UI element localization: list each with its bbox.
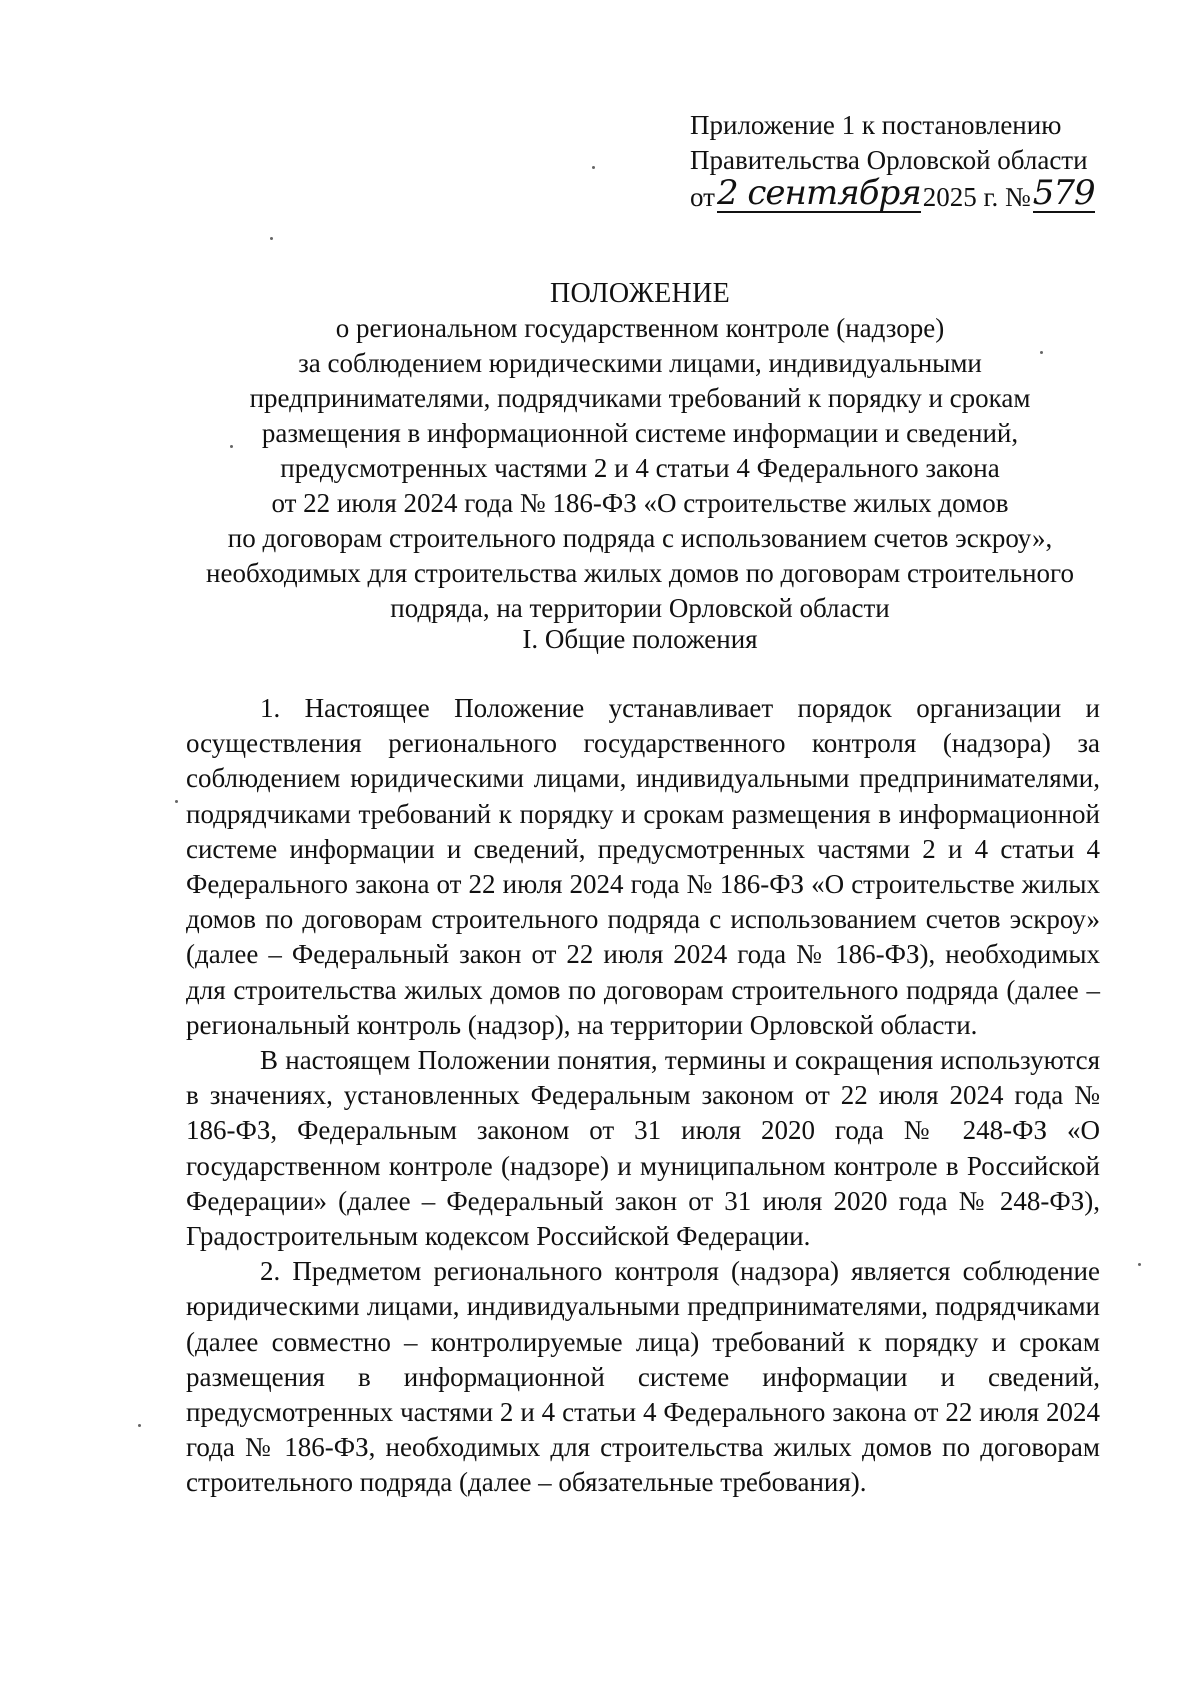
scan-speck xyxy=(175,800,178,803)
document-subtitle-line: от 22 июля 2024 года № 186-ФЗ «О строительстве жилых домов xyxy=(271,488,1009,518)
appendix-line-2: Правительства Орловской области xyxy=(690,145,1088,175)
scan-speck xyxy=(270,237,273,240)
scan-speck xyxy=(1138,1263,1141,1266)
section-heading: I. Общие положения xyxy=(522,624,758,654)
document-subtitle-line: размещения в информационной системе информации и сведений, xyxy=(261,418,1019,448)
resolution-date-line xyxy=(690,173,1110,215)
document-subtitle-line: по договорам строительного подряда с использованием счетов эскроу», xyxy=(227,523,1053,553)
handwritten-date: 2 сентября xyxy=(716,173,921,213)
year-and-number-label: 2025 г. № xyxy=(922,182,1031,212)
handwritten-resolution-number: 579 xyxy=(1032,173,1095,213)
scan-speck xyxy=(230,445,233,448)
scan-speck xyxy=(138,1424,141,1427)
scan-speck xyxy=(592,166,595,169)
document-title-block xyxy=(180,276,1100,626)
date-prefix: от xyxy=(690,182,715,212)
document-subtitle-line: подряда, на территории Орловской области xyxy=(390,593,890,623)
document-subtitle-line: за соблюдением юридическими лицами, индивидуальными xyxy=(298,348,982,378)
document-title: ПОЛОЖЕНИЕ xyxy=(550,278,730,309)
document-subtitle-line: необходимых для строительства жилых домов по договорам строительного xyxy=(206,558,1074,588)
appendix-line-1: Приложение 1 к постановлению xyxy=(690,110,1062,140)
document-body xyxy=(186,691,1100,1501)
document-subtitle-line: предусмотренных частями 2 и 4 статьи 4 Федерального закона xyxy=(280,453,1000,483)
paragraph-terms: В настоящем Положении понятия, термины и сокращения используются в значениях, установленных Федеральным законом от 22 июля 2024 года № 186-ФЗ, Федеральным законом от 31 июля 2020 года № 248-ФЗ «О государственном контроле (надзоре) и муниципальном контроле в Российской Федерации» (далее – Федеральный закон от 31 июля 2020 года № 248-ФЗ), Градостроительным кодексом Российской Федерации. xyxy=(186,1045,1100,1252)
document-subtitle-line: предпринимателями, подрядчиками требований к порядку и срокам xyxy=(249,383,1031,413)
paragraph-1: 1. Настоящее Положение устанавливает порядок организации и осуществления регионального государственного контроля (надзора) за соблюдением юридическими лицами, индивидуальными предпринимателями, подрядчиками требований к порядку и срокам размещения в информационной системе информации и сведений, предусмотренных частями 2 и 4 статьи 4 Федерального закона от 22 июля 2024 года № 186-ФЗ «О строительстве жилых домов по договорам строительного подряда с использованием счетов эскроу» (далее – Федеральный закон от 22 июля 2024 года № 186-ФЗ), необходимых для строительства жилых домов по договорам строительного подряда (далее – региональный контроль (надзор), на территории Орловской области. xyxy=(186,693,1100,1040)
document-subtitle-line: о региональном государственном контроле (надзоре) xyxy=(335,313,945,343)
paragraph-2: 2. Предметом регионального контроля (надзора) является соблюдение юридическими лицами, индивидуальными предпринимателями, подрядчиками (далее совместно – контролируемые лица) требований к порядку и срокам размещения в информационной системе информации и сведений, предусмотренных частями 2 и 4 статьи 4 Федерального закона от 22 июля 2024 года № 186-ФЗ, необходимых для строительства жилых домов по договорам строительного подряда (далее – обязательные требования). xyxy=(186,1256,1100,1498)
appendix-header xyxy=(690,108,1110,215)
scan-speck xyxy=(1040,351,1043,354)
